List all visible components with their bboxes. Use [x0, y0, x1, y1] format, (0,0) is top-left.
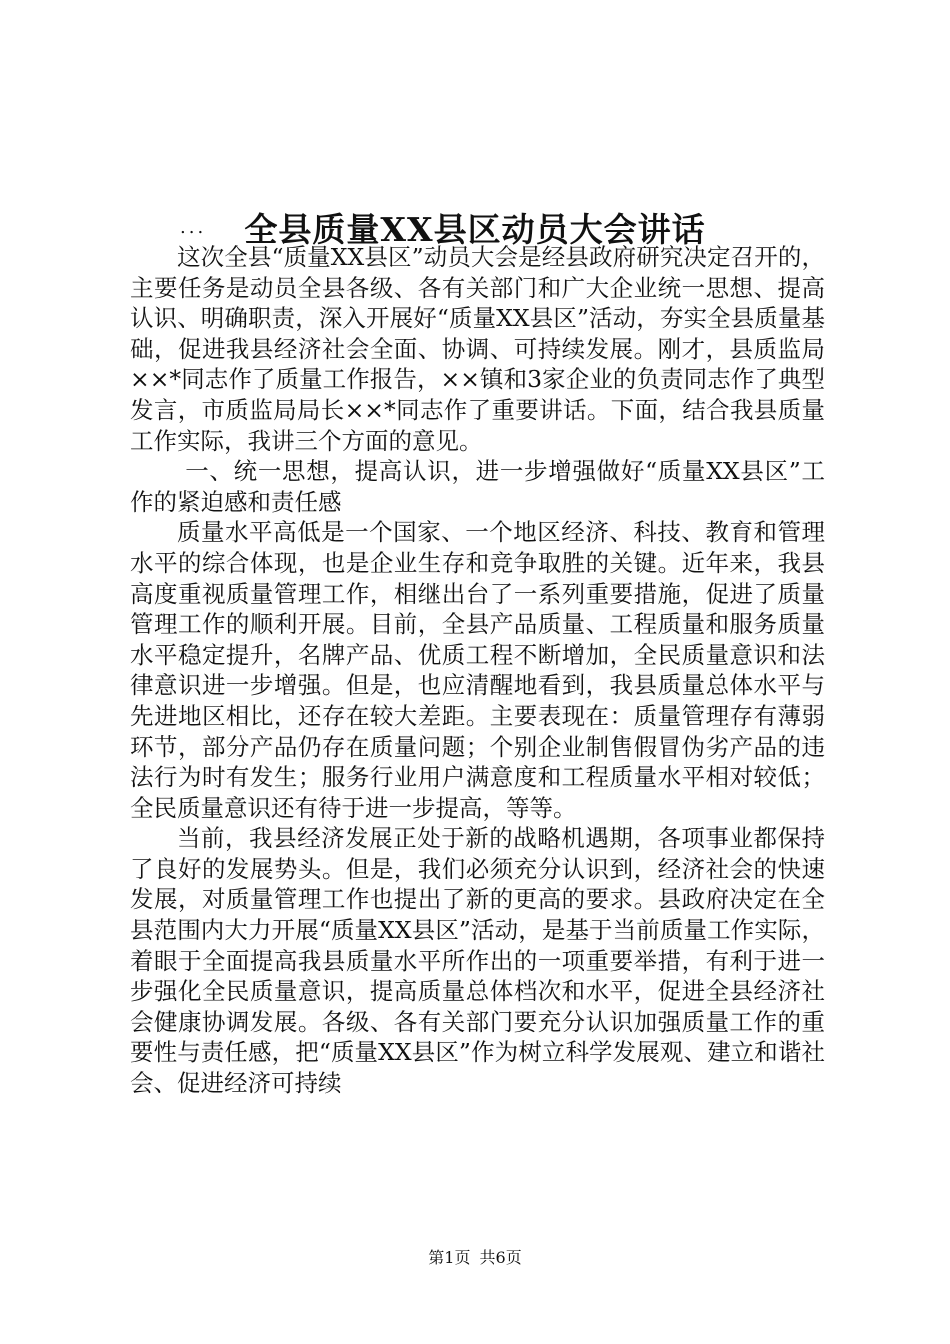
paragraph-quality-status: 质量水平高低是一个国家、一个地区经济、科技、教育和管理水平的综合体现，也是企业生存和竞争取胜的关键。近年来，我县高度重视质量管理工作，相继出台了一系列重要措施，促进了质量管理工作的顺利开展。目前，全县产品质量、工程质量和服务质量水平稳定提升，名牌产品、优质工程不断增加，全民质量意识和法律意识进一步增强。但是，也应清醒地看到，我县质量总体水平与先进地区相比，还存在较大差距。主要表现在：质量管理存有薄弱环节，部分产品仍存在质量问题；个别企业制售假冒伪劣产品的违法行为时有发生；服务行业用户满意度和工程质量水平相对较低；全民质量意识还有待于进一步提高，等等。 [130, 518, 825, 822]
document-title: 全县质量XX县区动员大会讲话 [244, 210, 706, 250]
page-number: 第1页 [428, 1248, 471, 1267]
page-footer [0, 1247, 950, 1269]
section-heading-1: 一、统一思想，提高认识，进一步增强做好“质量XX县区”工作的紧迫感和责任感 [130, 457, 825, 516]
page-total: 共6页 [479, 1248, 522, 1267]
ellipsis-marker: ... [180, 217, 207, 238]
paragraph-intro: 这次全县“质量XX县区”动员大会是经县政府研究决定召开的，主要任务是动员全县各级、各有关部门和广大企业统一思想、提高认识、明确职责，深入开展好“质量XX县区”活动，夯实全县质量基础，促进我县经济社会全面、协调、可持续发展。刚才，县质监局××*同志作了质量工作报告，××镇和3家企业的负责同志作了典型发言，市质监局局长××*同志作了重要讲话。下面，结合我县质量工作实际，我讲三个方面的意见。 [130, 243, 825, 455]
paragraph-current-situation: 当前，我县经济发展正处于新的战略机遇期，各项事业都保持了良好的发展势头。但是，我们必须充分认识到，经济社会的快速发展，对质量管理工作也提出了新的更高的要求。县政府决定在全县范围内大力开展“质量XX县区”活动，是基于当前质量工作实际，着眼于全面提高我县质量水平所作出的一项重要举措，有利于进一步强化全民质量意识，提高质量总体档次和水平，促进全县经济社会健康协调发展。各级、各有关部门要充分认识加强质量工作的重要性与责任感，把“质量XX县区”作为树立科学发展观、建立和谐社会、促进经济可持续 [130, 824, 825, 1098]
document-body [130, 242, 825, 1099]
